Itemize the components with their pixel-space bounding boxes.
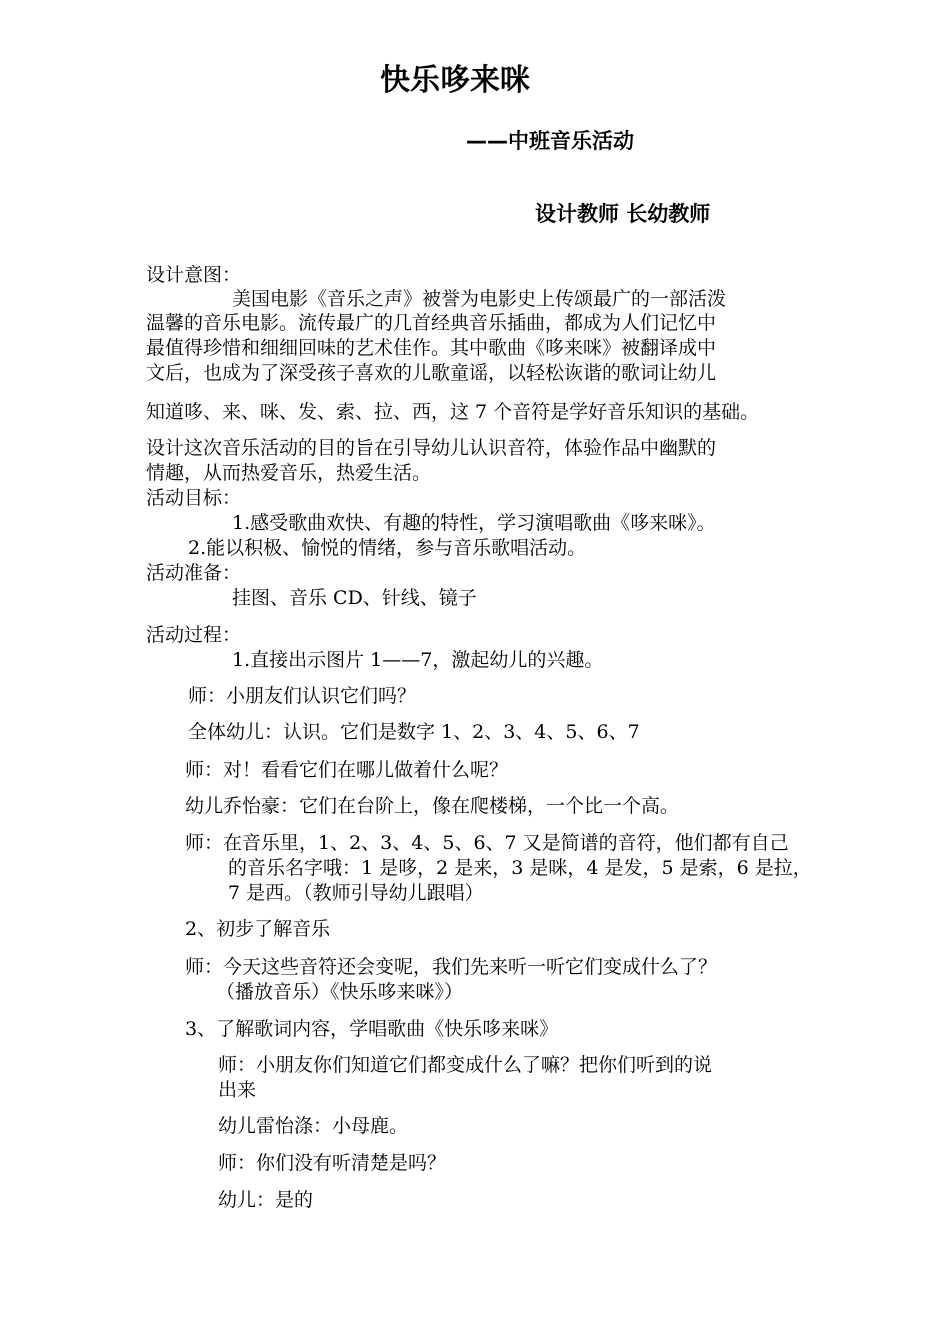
process-line: 的音乐名字哦：1 是哆，2 是来，3 是咪，4 是发，5 是索，6 是拉， xyxy=(228,857,812,879)
process-line: 师：小朋友们认识它们吗？ xyxy=(188,685,417,707)
process-line: 3、了解歌词内容，学唱歌曲《快乐哆来咪》 xyxy=(185,1018,559,1040)
section-heading-intent: 设计意图： xyxy=(146,264,242,286)
document-subtitle: ——中班音乐活动 xyxy=(466,129,634,153)
process-line: 幼儿乔怡豪：它们在台阶上，像在爬楼梯，一个比一个高。 xyxy=(185,795,680,817)
process-line: 全体幼儿：认识。它们是数字 1、2、3、4、5、6、7 xyxy=(188,721,640,743)
process-line: 7 是西。（教师引导幼儿跟唱） xyxy=(228,882,484,904)
intent-line: 情趣，从而热爱音乐，热爱生活。 xyxy=(146,462,432,484)
process-line: 师：你们没有听清楚是吗？ xyxy=(218,1152,447,1174)
section-heading-prep: 活动准备： xyxy=(146,562,242,584)
document-title: 快乐哆来咪 xyxy=(380,63,530,98)
intent-line: 美国电影《音乐之声》被誉为电影史上传颂最广的一部活泼 xyxy=(232,288,727,310)
goal-item: 1.感受歌曲欢快、有趣的特性，学习演唱歌曲《哆来咪》。 xyxy=(232,512,716,534)
intent-line: 温馨的音乐电影。流传最广的几首经典音乐插曲，都成为人们记忆中 xyxy=(146,312,717,334)
process-line: 师：在音乐里，1、2、3、4、5、6、7 又是简谱的音符，他们都有自己 xyxy=(185,832,789,854)
process-line: 1.直接出示图片 1——7，激起幼儿的兴趣。 xyxy=(232,649,604,671)
process-line: 师：小朋友你们知道它们都变成什么了嘛？把你们听到的说 xyxy=(218,1054,713,1076)
intent-line: 最值得珍惜和细细回味的艺术佳作。其中歌曲《哆来咪》被翻译成中 xyxy=(146,337,717,359)
process-line: 出来 xyxy=(218,1079,257,1101)
intent-line: 设计这次音乐活动的目的旨在引导幼儿认识音符，体验作品中幽默的 xyxy=(146,437,717,459)
section-heading-process: 活动过程： xyxy=(146,624,242,646)
process-line: 师：对！看看它们在哪儿做着什么呢？ xyxy=(185,759,509,781)
process-line: 师：今天这些音符还会变呢，我们先来听一听它们变成什么了？ xyxy=(185,956,718,978)
goal-item: 2.能以积极、愉悦的情绪，参与音乐歌唱活动。 xyxy=(188,537,587,559)
process-line: 幼儿：是的 xyxy=(218,1189,314,1211)
section-heading-goals: 活动目标： xyxy=(146,487,242,509)
intent-line: 知道哆、来、咪、发、索、拉、西，这 7 个音符是学好音乐知识的基础。 xyxy=(146,401,760,423)
prep-materials: 挂图、音乐 CD、针线、镜子 xyxy=(232,587,477,609)
process-line: 2、初步了解音乐 xyxy=(185,918,331,940)
intent-line: 文后，也成为了深受孩子喜欢的儿歌童谣，以轻松诙谐的歌词让幼儿 xyxy=(146,362,717,384)
process-line: 幼儿雷怡涤：小母鹿。 xyxy=(218,1115,409,1137)
process-line: （播放音乐）《快乐哆来咪》） xyxy=(216,981,464,1003)
designer-line: 设计教师 长幼教师 xyxy=(535,202,711,226)
